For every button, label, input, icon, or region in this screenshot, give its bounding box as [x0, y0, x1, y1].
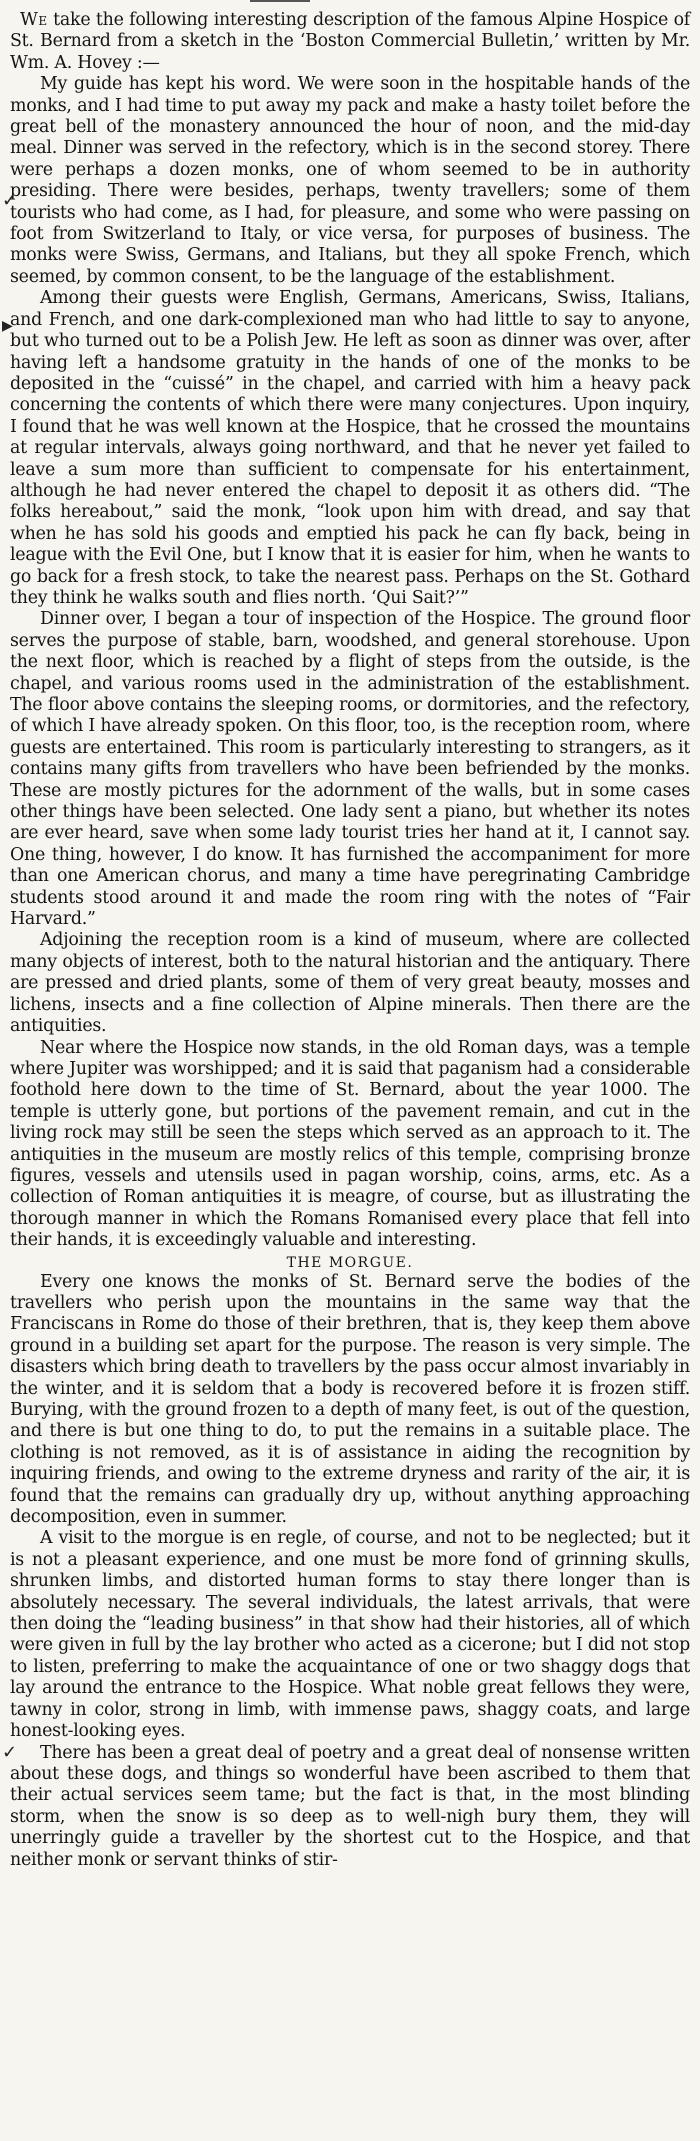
body-paragraph: Every one knows the monks of St. Bernard serve the bodies of the travellers who perish upon the mountains in the same way that the Franciscans in Rome do those of their brethren, that is, they keep them above ground in a building set apart for the purpose. The reason is very simple. The disasters which bring death to travellers by the pass occur almost invariably in the winter, and it is seldom that a body is recovered before it is frozen stiff. Burying, with the ground frozen to a depth of many feet, is out of the question, and there is but one thing to do, to put the remains in a suitable place. The clothing is not removed, as it is of assistance in aiding the recognition by inquiring friends, and owing to the extreme dryness and rarity of the air, it is found that the remains can gradually dry up, without anything approaching decomposition, even in summer. — [10, 1271, 690, 1528]
intro-paragraph — [10, 10, 690, 74]
body-paragraph: Dinner over, I began a tour of inspection of the Hospice. The ground floor serves the purpose of stable, barn, woodshed, and general storehouse. Upon the next floor, which is reached by a flight of steps from the outside, is the chapel, and various rooms used in the administration of the establishment. The floor above contains the sleeping rooms, or dormitories, and the refectory, of which I have already spoken. On this floor, too, is the reception room, where guests are entertained. This room is particularly interesting to strangers, as it contains many gifts from travellers who have been befriended by the monks. These are mostly pictures for the adornment of the walls, but in some cases other things have been selected. One lady sent a piano, but whether its notes are ever heard, save when some lady tourist tries her hand at it, I cannot say. One thing, however, I do know. It has furnished the accompaniment for more than one American chorus, and many a time have peregrinating Cambridge students stood around it and made the room ring with the notes of “Fair Harvard.” — [10, 609, 690, 930]
intro-text: take the following interesting description of the famous Alpine Hospice of St. Bernard from a sketch in the ‘Boston Commercial Bulletin,’ written by Mr. Wm. A. Hovey :— — [10, 10, 690, 73]
body-paragraph: Among their guests were English, Germans, Americans, Swiss, Italians, and French, and one dark-complexioned man who had little to say to anyone, but who turned out to be a Polish Jew. He left as soon as dinner was over, after having left a handsome gratuity in the hands of one of the monks to be deposited in the “cuissé” in the chapel, and carried with him a heavy pack concerning the contents of which there were many conjectures. Upon inquiry, I found that he was well known at the Hospice, that he crossed the mountains at regular intervals, always going northward, and that he never yet failed to leave a sum more than sufficient to compensate for his entertainment, although he had never entered the chapel to deposit it as others did. “The folks hereabout,” said the monk, “look upon him with dread, and say that when he has sold his goods and emptied his pack he can fly back, being in league with the Evil One, but I know that it is easier for him, when he wants to go back for a fresh stock, to take the nearest pass. Perhaps on the St. Gothard they think he walks south and flies north. ‘Qui Sait?’” — [10, 288, 690, 608]
body-paragraph: Near where the Hospice now stands, in the old Roman days, was a temple where Jupiter was worshipped; and it is said that paganism had a considerable foothold here down to the time of St. Bernard, about the year 1000. The temple is utterly gone, but portions of the pavement remain, and cut in the living rock may still be seen the steps which served as an approach to it. The antiquities in the museum are mostly relics of this temple, comprising bronze figures, vessels and utensils used in pagan worship, coins, arms, etc. As a collection of Roman antiquities it is meagre, of course, but as illustrating the thorough manner in which the Romans Romanised every place that fell into their hands, it is exceedingly valuable and interesting. — [10, 1037, 690, 1251]
body-paragraph: My guide has kept his word. We were soon in the hospitable hands of the monks, and I had time to put away my pack and make a hasty toilet before the great bell of the monastery announced the hour of noon, and the mid-day meal. Dinner was served in the refectory, which is in the second storey. There were perhaps a dozen monks, one of whom seemed to be in authority presiding. There were besides, perhaps, twenty travellers; some of them tourists who had come, as I had, for pleasure, and some who were passing on foot from Switzerland to Italy, or vice versa, for purposes of business. The monks were Swiss, Germans, and Italians, but they all spoke French, which seemed, by common consent, to be the language of the establishment. — [10, 74, 690, 287]
body-paragraph: Adjoining the reception room is a kind of museum, where are collected many objects of interest, both to the natural historian and the antiquary. There are pressed and dried plants, some of them of very great beauty, mosses and lichens, insects and a fine collection of Alpine minerals. Then there are the antiquities. — [10, 930, 690, 1037]
margin-arrow-icon: ▶ — [2, 318, 13, 334]
top-divider — [250, 0, 310, 2]
margin-mark: ✓ — [2, 190, 18, 211]
body-paragraph: A visit to the morgue is en regle, of course, and not to be neglected; but it is not a pleasant experience, and one must be more fond of grinning skulls, shrunken limbs, and distorted human forms to stay there longer than is absolutely necessary. The several individuals, the latest arrivals, that were then doing the “leading business” in that show had their histories, all of which were given in full by the lay brother who acted as a cicerone; but I did not stop to listen, preferring to make the acquaintance of one or two shaggy dogs that lay around the entrance to the Hospice. What noble great fellows they were, tawny in color, strong in limb, with immense paws, shaggy coats, and large honest-looking eyes. — [10, 1528, 690, 1742]
margin-mark: ✓ — [2, 1742, 18, 1763]
body-paragraph: There has been a great deal of poetry and a great deal of nonsense written about these dogs, and things so wonderful have been ascribed to them that their actual services seem tame; but the fact is that, in the most blinding storm, when the snow is so deep as to well-nigh bury them, they will unerringly guide a traveller by the shortest cut to the Hospice, and that neither monk or servant thinks of stir- — [10, 1742, 690, 1870]
section-subheading: THE MORGUE. — [286, 1254, 414, 1271]
intro-lead: We — [20, 10, 48, 30]
